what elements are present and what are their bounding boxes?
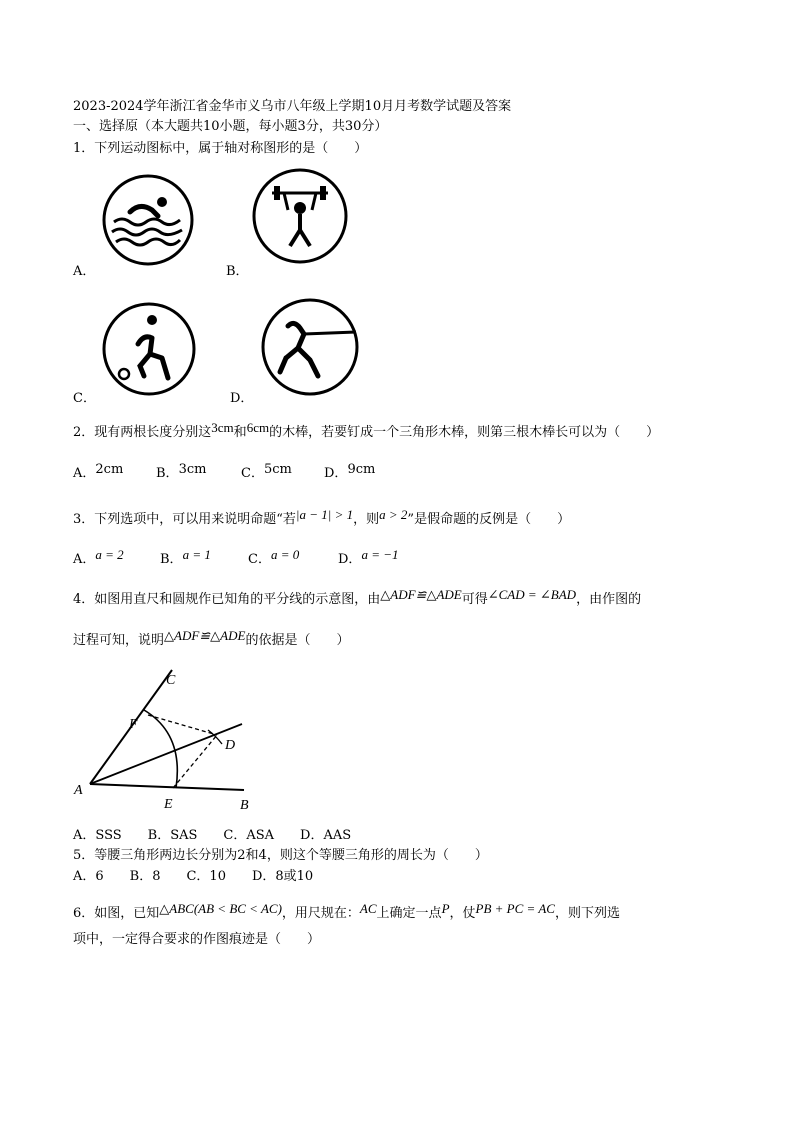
question-6-stem-line-1 [73, 901, 620, 923]
q4-line2-post: 的依据是（ ） [245, 633, 350, 648]
q6-text-mid-1: ，用尺规在： [281, 906, 360, 921]
q3-option-c-value: a = 0 [270, 547, 300, 562]
q2-option-c-value: 5cm [263, 462, 292, 477]
weightlifting-icon [250, 166, 350, 270]
label-a: A [74, 783, 83, 798]
q2-length-2: 6cm [246, 420, 270, 435]
q6-text-mid-3: ，仗 [449, 906, 476, 921]
q4-congruence-2: △ADF≌△ADE [164, 628, 246, 643]
label-b: B [240, 798, 249, 813]
question-4-stem-line-1 [73, 587, 642, 609]
q2-length-1: 3cm [211, 420, 234, 435]
q3-option-a-label: A． [73, 552, 96, 567]
q6-segment-ac: AC [359, 901, 377, 916]
question-6-stem-line-2: 项中，一定得合要求的作图痕迹是（ ） [73, 932, 321, 947]
section-heading: 一、选择原（本大题共10小题，每小题3分，共30分） [73, 119, 388, 134]
label-d: D [225, 738, 236, 753]
q2-option-b [156, 462, 206, 481]
q2-option-a [73, 462, 123, 481]
angle-bisector-figure [72, 664, 272, 818]
q6-triangle: △ABC(AB < BC < AC) [159, 901, 282, 916]
label-c: C [166, 673, 176, 688]
q3-text-pre: 3．下列选项中，可以用来说明命题“若 [73, 512, 296, 527]
question-3-stem [73, 507, 571, 529]
q4-text-mid: 可得 [461, 592, 488, 607]
label-e: E [164, 797, 173, 812]
q3-option-c-label: C． [248, 552, 271, 567]
q6-point-p: P [441, 901, 450, 916]
q1-option-d-label: D． [230, 391, 254, 406]
q4-text-pre: 4．如图用直尺和圆规作已知角的平分线的示意图，由 [73, 592, 381, 607]
q2-option-d-value: 9cm [347, 462, 376, 477]
q3-option-b [160, 548, 211, 567]
question-5-stem: 5．等腰三角形两边长分别为2和4，则这个等腰三角形的周长为（ ） [73, 848, 488, 863]
q3-option-d [338, 548, 398, 567]
question-1-stem: 1．下列运动图标中，属于轴对称图形的是（ ） [73, 141, 368, 156]
question-4-stem-line-2 [73, 628, 350, 650]
q3-text-post: ”是假命题的反例是（ ） [407, 512, 571, 527]
q4-text-post: ，由作图的 [576, 592, 642, 607]
q3-option-b-value: a = 1 [182, 547, 211, 562]
q2-text-post: 的木棒，若要钉成一个三角形木棒，则第三根木棒长可以为（ ） [269, 425, 660, 440]
q2-option-b-label: B． [156, 466, 179, 481]
q3-conclusion: a > 2 [379, 507, 408, 522]
q2-text-mid: 和 [233, 425, 247, 440]
q6-equation: PB + PC = AC [475, 901, 555, 916]
fencing-icon [258, 296, 362, 402]
q2-option-a-label: A． [73, 466, 96, 481]
q2-option-a-value: 2cm [95, 462, 124, 477]
q2-option-d-label: D． [324, 466, 348, 481]
q1-option-b-label: B． [226, 264, 249, 279]
q3-option-b-label: B． [160, 552, 183, 567]
question-4-options: A．SSS B．SAS C．ASA D．AAS [73, 828, 352, 843]
q1-option-a-label: A． [73, 264, 96, 279]
label-f: F [129, 717, 138, 732]
q4-angle-equation: ∠CAD = ∠BAD [487, 587, 577, 602]
q2-option-b-value: 3cm [178, 462, 207, 477]
question-5-options: A．6 B．8 C．10 D．8或10 [73, 869, 314, 884]
q4-line2-pre: 过程可知，说明 [73, 633, 165, 648]
q3-option-d-label: D． [338, 552, 362, 567]
soccer-icon [100, 300, 198, 402]
q6-text-mid-2: 上确定一点 [376, 906, 442, 921]
q6-text-pre: 6．如图，已知 [73, 906, 160, 921]
q2-option-d [324, 462, 375, 481]
q3-condition: |a − 1| > 1 [295, 507, 354, 522]
q3-text-mid: ，则 [353, 512, 380, 527]
swimming-icon [100, 172, 196, 272]
question-2-stem [73, 420, 660, 442]
q3-option-a-value: a = 2 [95, 547, 124, 562]
exam-title: 2023-2024学年浙江省金华市义乌市八年级上学期10月月考数学试题及答案 [73, 99, 512, 114]
q3-option-a [73, 548, 124, 567]
q2-option-c-label: C． [241, 466, 264, 481]
q2-text-pre: 2．现有两根长度分别这 [73, 425, 212, 440]
q4-congruence-1: △ADF≌△ADE [380, 587, 462, 602]
q3-option-d-value: a = −1 [361, 547, 399, 562]
q2-option-c [241, 462, 292, 481]
q6-text-post: ，则下列选 [554, 906, 620, 921]
q1-option-c-label: C． [73, 391, 96, 406]
q3-option-c [248, 548, 299, 567]
